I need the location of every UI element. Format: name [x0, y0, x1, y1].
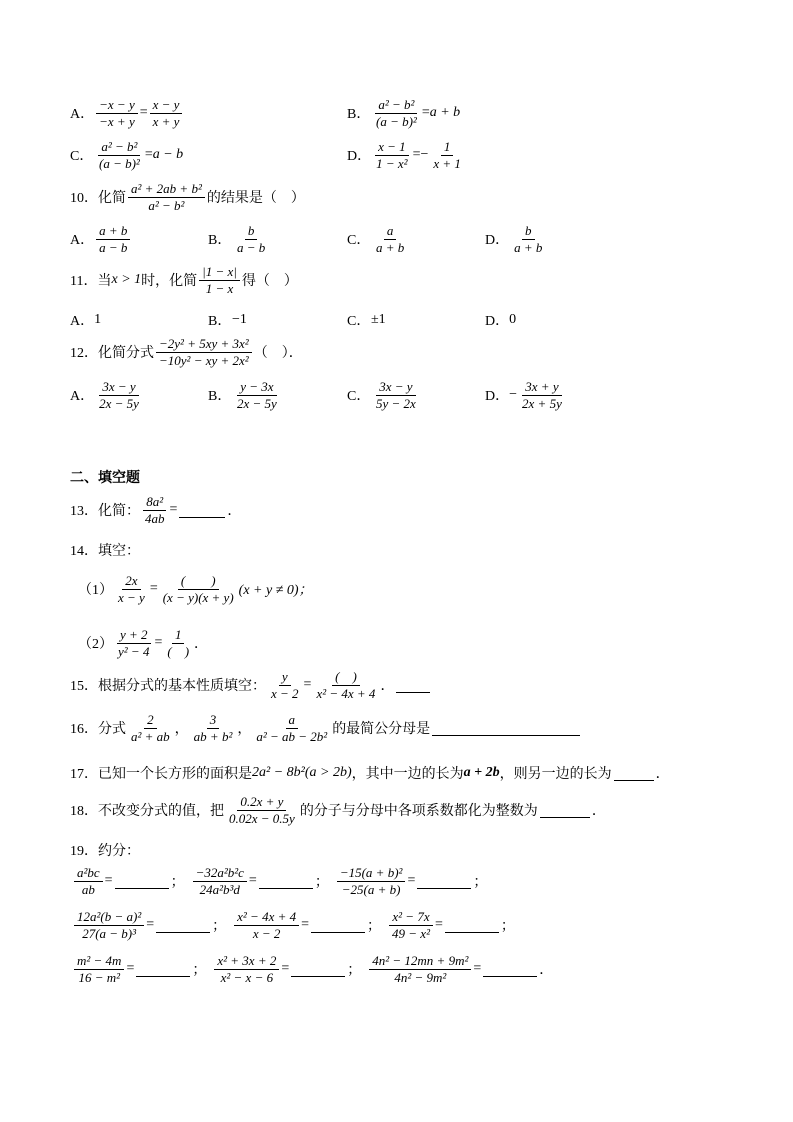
- q9-option-a: A． $\frac{-x - y}{-x + y}$ = $\frac{x - y}{x + y}$: [70, 98, 184, 128]
- fraction: $\frac{a}{a + b}$: [376, 223, 405, 255]
- fraction: $\frac{\text{−15(a + b)²}}{-25(a + b)}$: [337, 866, 406, 896]
- fraction: $\frac{\text{x² − 4x + 4}}{x - 2}$: [234, 910, 299, 940]
- fraction: $\frac{a}{\text{a² − ab − 2b²}}$: [256, 712, 328, 744]
- fraction: $\frac{3x + y}{2x + 5y}$: [522, 379, 562, 411]
- fraction: $\frac{\text{a² − b²}}{\text{(a − b)²}}$: [99, 139, 140, 171]
- answer-blank[interactable]: [396, 678, 430, 693]
- q11-option-b: B． −1: [208, 312, 247, 329]
- answer-blank[interactable]: [540, 803, 590, 818]
- section-heading: 二、填空题: [70, 470, 140, 486]
- fraction: $\frac{b}{a + b}$: [514, 223, 543, 255]
- fraction: $\frac{\text{x² − 7x}}{\text{49 − x²}}$: [389, 910, 433, 940]
- fraction: $\frac{\text{−2y² + 5xy + 3x²}}{\text{−10y² − xy + 2x²}}$: [156, 337, 252, 367]
- fraction: $\frac{( )}{\text{x² − 4x + 4}}$: [316, 669, 376, 701]
- fraction: $\frac{\text{−32a²b²c}}{\text{24a²b³d}}$: [193, 866, 247, 896]
- q12-option-b: B． $\frac{y - 3x}{2x - 5y}$: [208, 380, 282, 410]
- q9-option-c: C． $\frac{\text{a² − b²}}{\text{(a − b)²}}$ = a − b: [70, 139, 184, 171]
- fraction: $\frac{2x}{x - y}$: [118, 573, 145, 605]
- fraction: $\frac{3}{\text{ab + b²}}$: [193, 712, 233, 744]
- q14-part1: （1） $\frac{2x}{x - y}$ = $\frac{( )}{(x - y)(x + y)}$ (x + y ≠ 0)；: [78, 573, 313, 605]
- q11-option-d: D． 0: [485, 312, 517, 329]
- q17: 17．已知一个长方形的面积是 2a² − 8b²(a > 2b) ，其中一边的长为 a + 2b ，则另一边的长为 ．: [70, 765, 670, 782]
- fraction: $\frac{3x - y}{2x - 5y}$: [99, 379, 139, 411]
- answer-blank[interactable]: [432, 721, 580, 736]
- fraction: $\frac{0.2x + y}{0.02x - 0.5y}$: [229, 794, 295, 826]
- q12-stem: 12．化简分式 $\frac{\text{−2y² + 5xy + 3x²}}{\text{−10y² − xy + 2x²}}$ （ ）．: [70, 336, 303, 368]
- answer-blank[interactable]: [614, 766, 654, 781]
- fraction: $\frac{\text{a² + 2ab + b²}}{\text{a² − b²}}$: [128, 182, 205, 212]
- q12-option-d: D． − $\frac{3x + y}{2x + 5y}$: [485, 380, 567, 410]
- fraction: $\frac{\text{8a²}}{4ab}$: [145, 494, 165, 526]
- q15: 15．根据分式的基本性质填空： $\frac{y}{x - 2}$ = $\frac{( )}{\text{x² − 4x + 4}}$ ．: [70, 670, 432, 700]
- fraction: $\frac{3x - y}{5y - 2x}$: [376, 379, 416, 411]
- q11-option-c: C． ±1: [347, 312, 386, 329]
- q10-option-b: B． $\frac{b}{a - b}$: [208, 224, 270, 254]
- fraction: $\frac{2}{\text{a² + ab}}$: [131, 712, 170, 744]
- q12-option-a: A． $\frac{3x - y}{2x - 5y}$: [70, 380, 144, 410]
- q13: 13．化简： $\frac{\text{8a²}}{4ab}$ = ．: [70, 494, 242, 526]
- fraction: $\frac{1}{x + 1}$: [433, 139, 461, 171]
- fraction: $\frac{-x - y}{-x + y}$: [96, 98, 138, 128]
- q10-option-a: A． $\frac{a + b}{a - b}$: [70, 224, 132, 254]
- q19-stem: 19．约分：: [70, 844, 140, 859]
- q10-option-c: C． $\frac{a}{a + b}$: [347, 224, 409, 254]
- fraction: $\frac{y + 2}{\text{y² − 4}}$: [118, 627, 150, 659]
- q10-option-d: D． $\frac{b}{a + b}$: [485, 224, 547, 254]
- fraction: $\frac{\text{x² + 3x + 2}}{\text{x² − x − 6}}$: [214, 954, 279, 984]
- q12-option-c: C． $\frac{3x - y}{5y - 2x}$: [347, 380, 421, 410]
- q19-row-2: $\frac{\text{12a²(b − a)²}}{\text{27(a − b)³}}$ = ； $\frac{\text{x² − 4x + 4}}{x - 2}$ = ； $\frac{\text{x² − 7x}}{\text{49 − x²}}$ = ；: [72, 910, 515, 940]
- fraction: $\frac{y}{x - 2}$: [271, 669, 299, 701]
- fraction: $\frac{y - 3x}{2x - 5y}$: [237, 379, 277, 411]
- fraction: $\frac{x - 1}{\text{1 − x²}}$: [376, 139, 408, 171]
- answer-blank[interactable]: [483, 962, 537, 977]
- q11-option-a: A． 1: [70, 312, 102, 329]
- answer-blank[interactable]: [179, 503, 225, 518]
- answer-blank[interactable]: [445, 918, 499, 933]
- q14-part2: （2） $\frac{y + 2}{\text{y² − 4}}$ = $\frac{1}{( )}$ ．: [78, 627, 209, 659]
- fraction: $\frac{\text{4n² − 12mn + 9m²}}{\text{4n² − 9m²}}$: [369, 954, 471, 984]
- fraction: $\frac{\text{12a²(b − a)²}}{\text{27(a − b)³}}$: [74, 910, 144, 940]
- fraction: $\frac{1}{( )}$: [167, 627, 190, 659]
- fraction: $\frac{\text{a² − b²}}{\text{(a − b)²}}$: [376, 97, 417, 129]
- answer-blank[interactable]: [417, 874, 471, 889]
- q19-row-1: $\frac{\text{a²bc}}{ab}$ = ； $\frac{\text{−32a²b²c}}{\text{24a²b³d}}$ = ； $\frac{\text{−15(a + b)²}}{-25(a + b)}$ = ；: [72, 866, 487, 896]
- q10-stem: 10．化简 $\frac{\text{a² + 2ab + b²}}{\text{a² − b²}}$ 的结果是（ ）: [70, 181, 305, 213]
- fraction: $\frac{\text{m² − 4m}}{\text{16 − m²}}$: [74, 954, 124, 984]
- q9-option-b: B． $\frac{\text{a² − b²}}{\text{(a − b)²}}$ = a + b: [347, 97, 461, 129]
- q14-stem: 14．填空：: [70, 544, 140, 559]
- q11-stem: 11．当 x > 1 时，化简 $\frac{|1 - x|}{1 - x}$ 得（ ）: [70, 264, 298, 296]
- fraction: $\frac{a + b}{a - b}$: [96, 224, 130, 254]
- answer-blank[interactable]: [115, 874, 169, 889]
- fraction: $\frac{x - y}{x + y}$: [150, 98, 183, 128]
- fraction: $\frac{b}{a - b}$: [237, 223, 266, 255]
- q18: 18．不改变分式的值，把 $\frac{0.2x + y}{0.02x - 0.5y}$ 的分子与分母中各项系数都化为整数为 ．: [70, 794, 606, 826]
- answer-blank[interactable]: [156, 918, 210, 933]
- q16: 16．分式 $\frac{2}{\text{a² + ab}}$ ， $\frac{3}{\text{ab + b²}}$ ， $\frac{a}{\text{a² − ab − 2b²}}$ 的最简公分母是: [70, 713, 582, 743]
- q9-option-d: D． $\frac{x - 1}{\text{1 − x²}}$ =− $\frac{1}{x + 1}$: [347, 140, 466, 170]
- answer-blank[interactable]: [136, 962, 190, 977]
- answer-blank[interactable]: [259, 874, 313, 889]
- answer-blank[interactable]: [311, 918, 365, 933]
- answer-blank[interactable]: [291, 962, 345, 977]
- q19-row-3: $\frac{\text{m² − 4m}}{\text{16 − m²}}$ = ； $\frac{\text{x² + 3x + 2}}{\text{x² − x − 6}}$ = ； $\frac{\text{4n² − 12mn + 9m²}}{\text{4n² − 9m²}}$ = ．: [72, 954, 553, 984]
- fraction: $\frac{\text{a²bc}}{ab}$: [74, 866, 103, 896]
- fraction: $\frac{|1 - x|}{1 - x}$: [199, 265, 240, 295]
- fraction: $\frac{( )}{(x - y)(x + y)}$: [162, 573, 234, 605]
